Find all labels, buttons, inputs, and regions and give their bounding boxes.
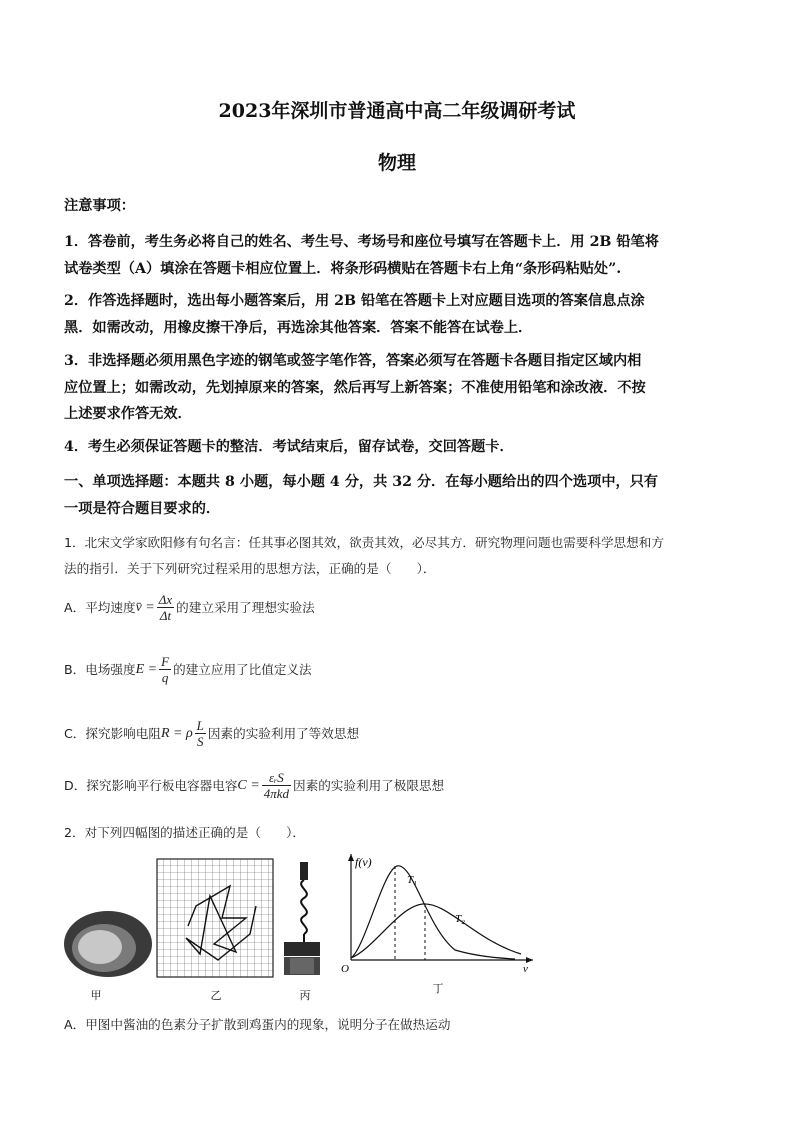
note-2-line1: 2．作答选择题时，选出每小题答案后，用 2B 铅笔在答题卡上对应题目选项的答案信息点涂 [64, 293, 645, 309]
fraction-numerator: L [196, 718, 204, 733]
option-d-prefix: D．探究影响平行板电容器电容 [64, 777, 238, 793]
caption-yi: 乙 [210, 989, 222, 1002]
q1-option-d [64, 770, 444, 801]
option-d-text: 因素的实验利用了极限思想 [293, 777, 445, 793]
q1-stem-line2: 法的指引．关于下列研究过程采用的思想方法，正确的是（ ）． [64, 561, 436, 576]
caption-bing: 丙 [299, 989, 311, 1002]
option-a-text: 的建立采用了理想实验法 [176, 599, 315, 615]
option-c-text: 因素的实验利用了等效思想 [207, 725, 360, 741]
fraction-numerator: εᵣS [262, 770, 291, 786]
x-axis-label: v [523, 963, 528, 975]
fraction-denominator: q [161, 670, 169, 685]
q1-stem-line1: 1．北宋文学家欧阳修有句名言：任其事必图其效，欲责其效，必尽其方．研究物理问题也需要科学思想和方 [64, 535, 664, 550]
note-3-line3: 上述要求作答无效． [64, 406, 192, 422]
grid [157, 859, 273, 977]
curve-t1 [351, 866, 515, 959]
option-b-fraction [159, 654, 171, 685]
note-3-line1: 3．非选择题必须用黑色字迹的钢笔或签字笔作答，答案必须写在答题卡各题目指定区域内相 [64, 353, 642, 369]
option-c-fraction [195, 718, 206, 749]
note-2-line2: 黑．如需改动，用橡皮擦干净后，再选涂其他答案．答案不能答在试卷上． [64, 320, 533, 336]
note-3-line2: 应位置上；如需改动，先划掉原来的答案，然后再写上新答案；不准使用铅笔和涂改液．不按 [64, 380, 646, 396]
upper-block [284, 942, 320, 956]
caption-ding: 丁 [432, 982, 444, 995]
curve-t2-label: T₂ [455, 913, 465, 925]
section-heading-line1: 一、单项选择题：本题共 8 小题，每小题 4 分，共 32 分．在每小题给出的四个选项中，只有 [64, 474, 659, 490]
curve-t1-label: T₁ [407, 874, 417, 886]
option-c-prefix: C．探究影响电阻 [64, 725, 161, 741]
q2-stem: 2．对下列四幅图的描述正确的是（ ）． [64, 825, 305, 840]
note-1-line1: 1．答卷前，考生务必将自己的姓名、考生号、考场号和座位号填写在答题卡上．用 2B 铅笔将 [64, 234, 659, 250]
option-c-lhs: R = ρ [160, 725, 193, 741]
q1-option-b [64, 654, 312, 685]
fraction-denominator: 4πkd [263, 786, 290, 801]
option-d-fraction [262, 770, 291, 801]
egg-yolk [78, 930, 122, 964]
spring [301, 880, 307, 934]
option-d-lhs: C = [237, 777, 260, 793]
origin-label: O [341, 963, 349, 975]
spring-blocks-figure [280, 858, 330, 982]
y-axis-label: f(v) [355, 855, 372, 869]
q1-option-c [64, 718, 359, 749]
distribution-graph [335, 848, 540, 976]
q1-option-a [64, 592, 315, 623]
fraction-denominator: Δt [159, 608, 172, 623]
subject-title: 物理 [377, 152, 416, 174]
option-b-lhs: E = [135, 661, 158, 677]
fraction-numerator: Δx [158, 592, 173, 607]
notes-heading: 注意事项： [64, 198, 135, 214]
option-b-prefix: B．电场强度 [64, 661, 136, 677]
note-1-line2: 试卷类型（A）填涂在答题卡相应位置上．将条形码横贴在答题卡右上角“条形码粘贴处”. [64, 261, 622, 277]
note-4-line1: 4．考生必须保证答题卡的整洁．考试结束后，留存试卷，交回答题卡． [64, 439, 514, 455]
fraction-numerator: F [161, 654, 170, 669]
caption-jia: 甲 [90, 989, 102, 1002]
exam-title: 2023年深圳市普通高中高二年级调研考试 [218, 100, 576, 122]
option-b-text: 的建立应用了比值定义法 [173, 661, 312, 677]
fraction-denominator: S [197, 734, 204, 749]
option-a-lhs: v̄ = [135, 599, 155, 615]
hook [300, 862, 308, 880]
section-heading-line2: 一项是符合题目要求的． [64, 501, 221, 517]
option-a-prefix: A．平均速度 [64, 599, 136, 615]
q2-option-a: A．甲图中酱油的色素分子扩散到鸡蛋内的现象，说明分子在做热运动 [64, 1017, 451, 1032]
egg-figure [62, 908, 154, 980]
brownian-grid-figure [156, 858, 274, 978]
option-a-fraction [157, 592, 174, 623]
curve-t2 [351, 904, 521, 958]
